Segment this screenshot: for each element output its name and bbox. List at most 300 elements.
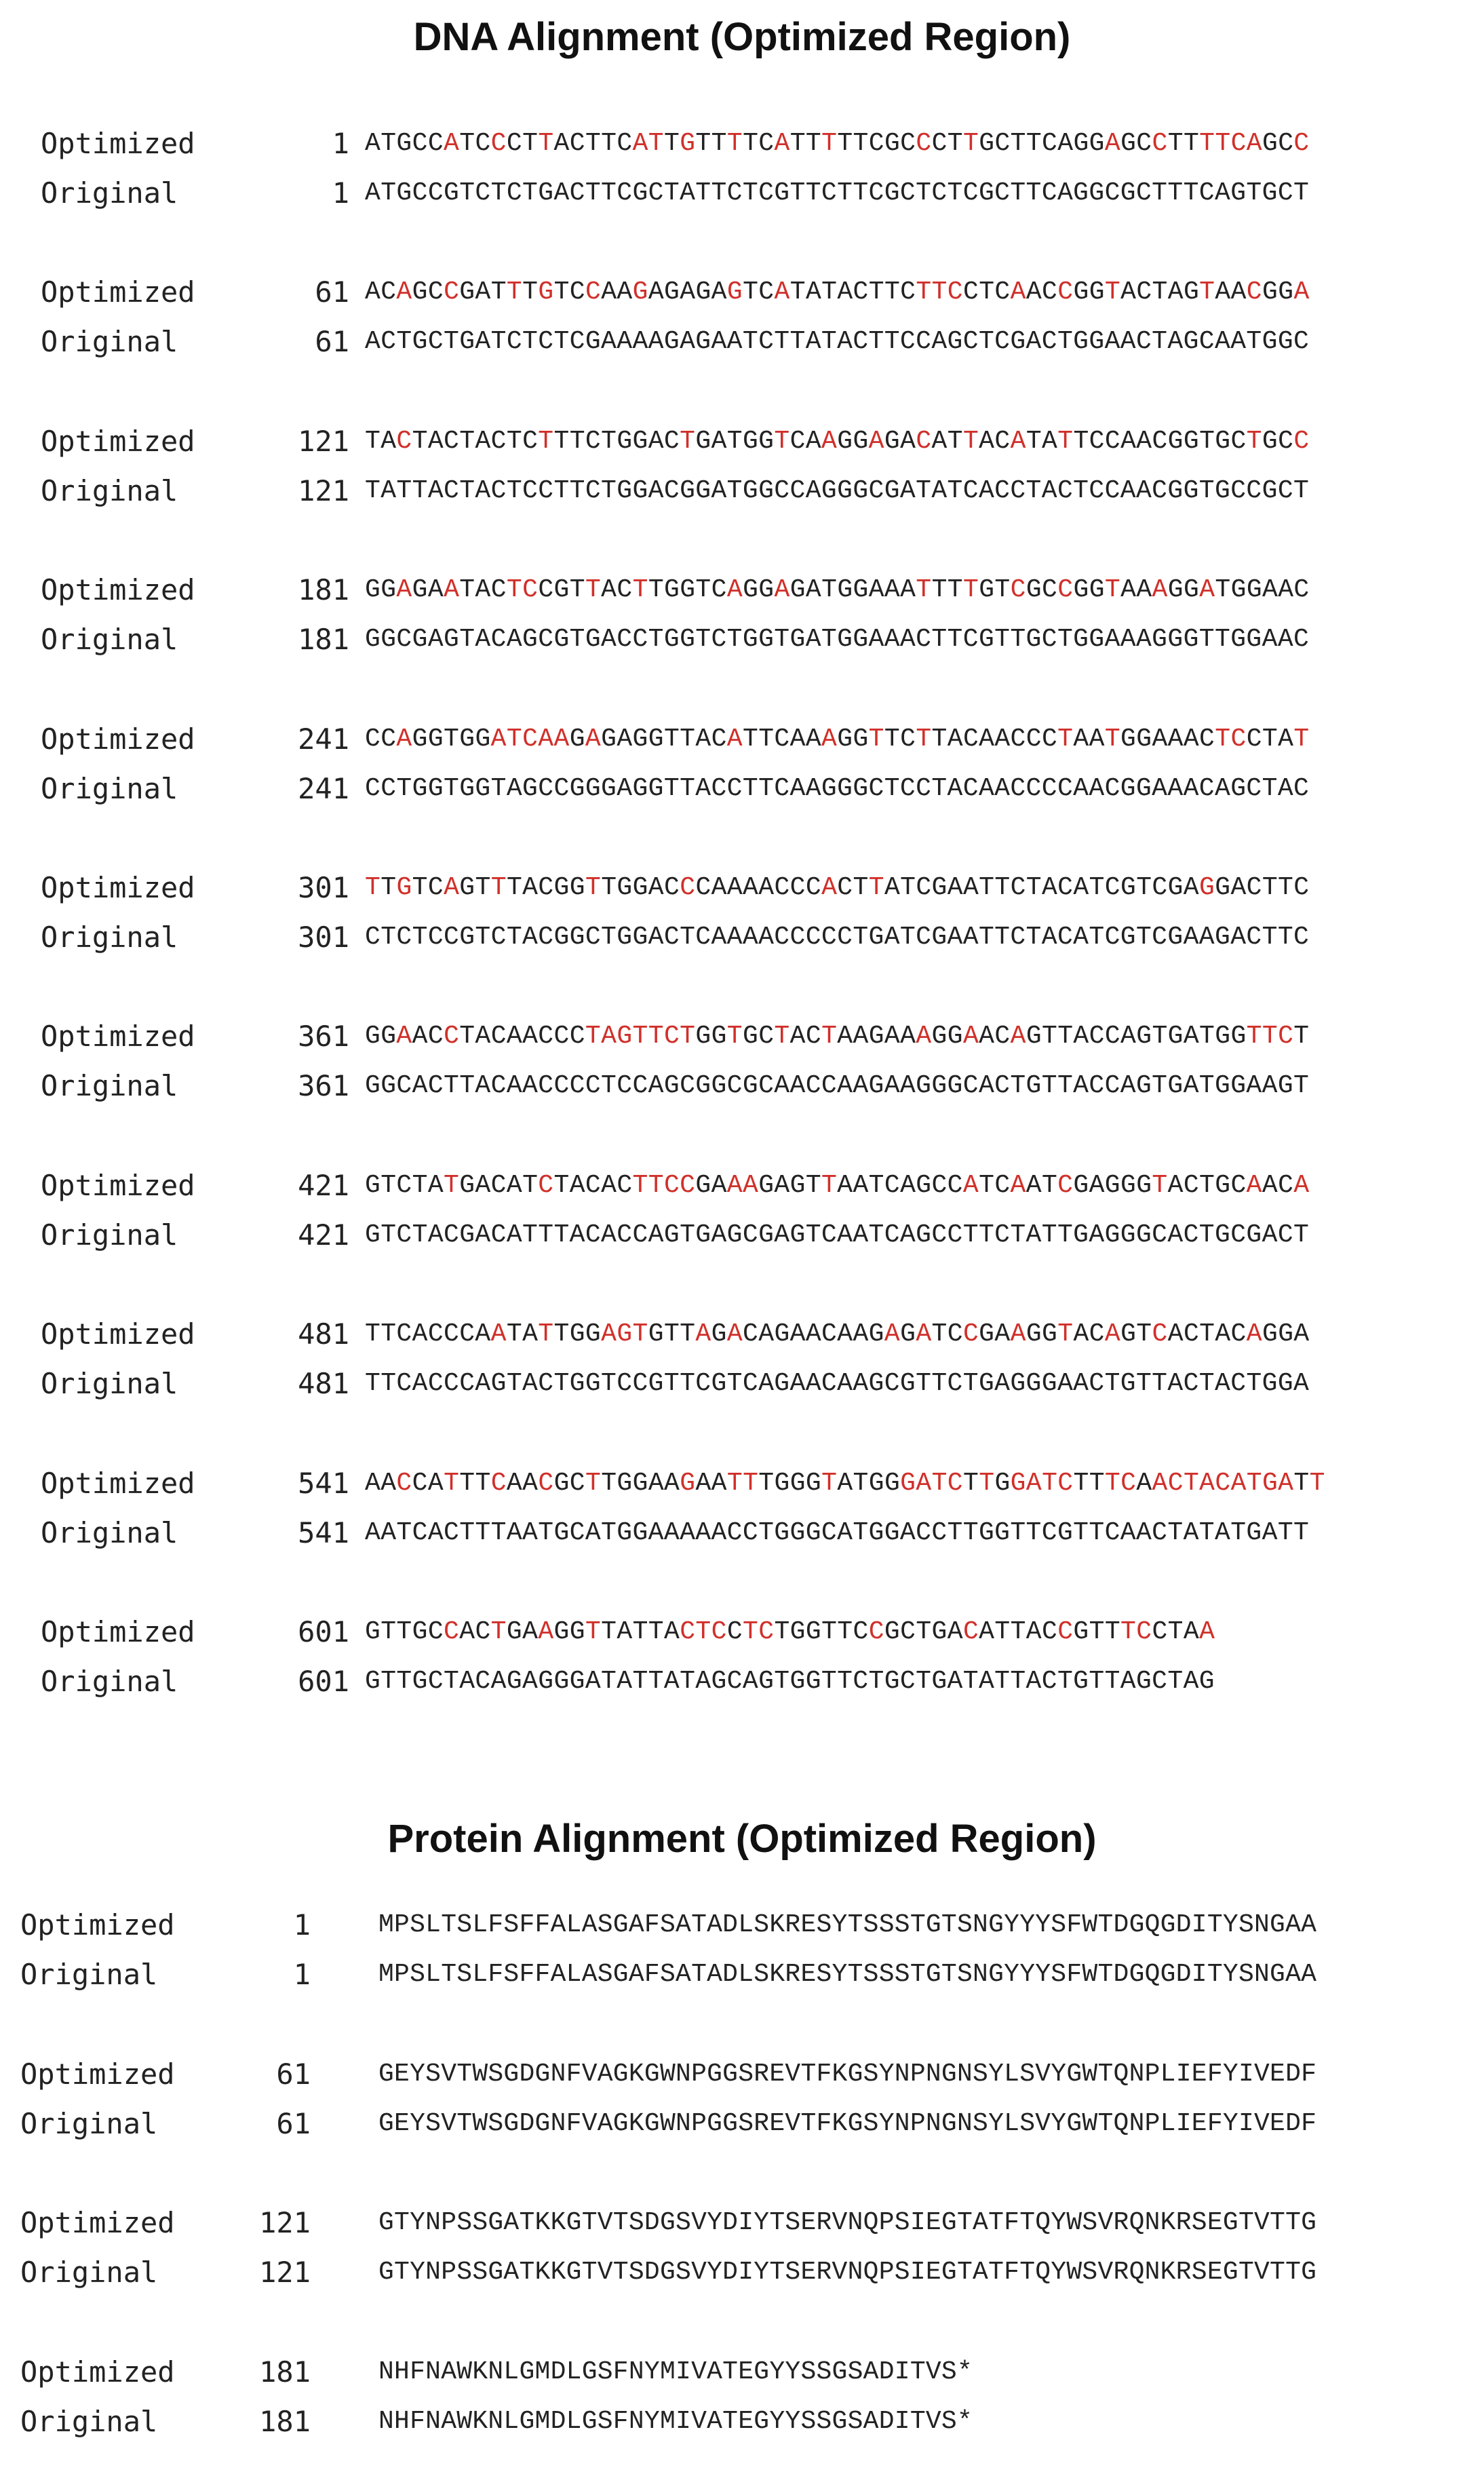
mismatch-segment: T — [1057, 426, 1074, 456]
mismatch-segment: C — [490, 129, 507, 158]
mismatch-segment: TTCC — [632, 1170, 696, 1200]
mismatch-segment: C — [868, 1617, 884, 1646]
row-position: 241 — [298, 771, 349, 805]
mismatch-segment: GATC — [1010, 1468, 1074, 1498]
row-label: Optimized — [41, 1466, 195, 1500]
match-segment: TC — [553, 277, 585, 307]
mismatch-segment: A — [396, 575, 412, 605]
row-position: 1 — [293, 1958, 311, 1991]
row-position: 241 — [298, 722, 349, 756]
match-segment: TTCACCCA — [365, 1319, 491, 1349]
row-label: Original — [41, 176, 178, 210]
match-segment: GG — [1026, 1319, 1058, 1349]
row-label: Optimized — [41, 424, 195, 458]
match-segment: TC — [743, 129, 775, 158]
match-segment: GA — [979, 1319, 1011, 1349]
row-label: Optimized — [41, 573, 195, 607]
mismatch-segment: T — [585, 575, 602, 605]
row-label: Original — [41, 1069, 178, 1103]
sequence-text — [365, 870, 1309, 906]
match-segment: T — [663, 129, 680, 158]
mismatch-segment: C — [396, 426, 412, 456]
match-segment: G — [711, 1319, 727, 1349]
mismatch-segment: T — [868, 873, 884, 902]
mismatch-segment: T — [680, 426, 696, 456]
mismatch-segment: A — [884, 1319, 901, 1349]
match-segment: ACTTC — [553, 129, 633, 158]
match-segment: TT — [695, 129, 727, 158]
match-segment: TT — [1073, 1468, 1105, 1498]
row-label: Optimized — [41, 871, 195, 904]
mismatch-segment: T — [821, 1022, 838, 1051]
match-segment: GTT — [1073, 1617, 1121, 1646]
sequence-text: TTCACCCAGTACTGGTCCGTTCGTCAGAACAAGCGTTCTGAGGGAACTGTTACTACTGGA — [365, 1369, 1310, 1399]
match-segment: TC — [459, 129, 491, 158]
mismatch-segment: T — [1104, 724, 1121, 754]
match-segment: GC — [1120, 129, 1152, 158]
mismatch-segment: T — [1246, 426, 1262, 456]
sequence-text — [365, 1019, 1310, 1054]
sequence-text — [365, 126, 1310, 161]
sequence-text: MPSLTSLFSFFALASGAFSATADLSKRESYTSSSTGTSNGYYYSFWTDGQGDITYSNGAA — [378, 1960, 1317, 1989]
mismatch-segment: T — [538, 426, 554, 456]
mismatch-segment: A — [962, 1170, 979, 1200]
match-segment: AC — [459, 1617, 491, 1646]
match-segment: ATGG — [837, 1468, 901, 1498]
row-label: Optimized — [20, 2206, 175, 2239]
row-label: Optimized — [41, 1168, 195, 1202]
mismatch-segment: A — [1010, 1170, 1026, 1200]
match-segment: GGTGG — [412, 724, 491, 754]
row-position: 601 — [298, 1615, 349, 1648]
mismatch-segment: A — [490, 1319, 507, 1349]
row-label: Optimized — [41, 275, 195, 309]
row-label: Original — [41, 771, 178, 805]
mismatch-segment: A — [726, 575, 743, 605]
mismatch-segment: ACTACATGA — [1152, 1468, 1294, 1498]
mismatch-segment: T — [821, 129, 838, 158]
mismatch-segment: A — [774, 129, 790, 158]
row-position: 121 — [259, 2206, 311, 2239]
row-label: Optimized — [41, 127, 195, 160]
row-position: 61 — [276, 2106, 311, 2140]
mismatch-segment: G — [538, 277, 554, 307]
match-segment: AC — [1026, 277, 1058, 307]
mismatch-segment: A — [962, 1022, 979, 1051]
match-segment: TACAACCC — [931, 724, 1058, 754]
match-segment: CA — [789, 426, 822, 456]
mismatch-segment: T — [585, 1468, 602, 1498]
match-segment: GGAAAC — [1120, 724, 1215, 754]
mismatch-segment: TC — [1104, 1468, 1137, 1498]
mismatch-segment: T — [726, 1022, 743, 1051]
mismatch-segment: TC — [1215, 724, 1247, 754]
match-segment: CTA — [1152, 1617, 1200, 1646]
match-segment: TC — [884, 724, 916, 754]
row-label: Original — [20, 1958, 158, 1991]
match-segment: ATCGAATTCTACATCGTCGA — [884, 873, 1200, 902]
match-segment: CAAAACCC — [695, 873, 822, 902]
mismatch-segment: A — [1293, 1170, 1310, 1200]
row-position: 61 — [276, 2057, 311, 2091]
match-segment: GA — [695, 1170, 727, 1200]
sequence-text: GTTGCTACAGAGGGATATTATAGCAGTGGTTCTGCTGATATTACTGTTAGCTAG — [365, 1667, 1215, 1696]
mismatch-segment: T — [821, 1468, 838, 1498]
match-segment: GA — [506, 1617, 539, 1646]
match-segment: AA — [365, 1468, 397, 1498]
match-segment: T — [963, 1468, 979, 1498]
mismatch-segment: C — [585, 277, 602, 307]
match-segment: ATGCC — [365, 129, 444, 158]
mismatch-segment: T — [490, 873, 507, 902]
match-segment: AC — [1262, 1170, 1294, 1200]
match-segment: GA — [884, 426, 916, 456]
match-segment: TAC — [459, 575, 507, 605]
mismatch-segment: T — [1057, 1319, 1074, 1349]
match-segment: GC — [553, 1468, 585, 1498]
match-segment: GTT — [648, 1319, 696, 1349]
mismatch-segment: C — [1293, 426, 1310, 456]
mismatch-segment: A — [444, 575, 460, 605]
match-segment: TGGAAC — [1215, 575, 1310, 605]
match-segment: TA — [365, 426, 397, 456]
match-segment: GAGT — [758, 1170, 822, 1200]
row-label: Original — [41, 325, 178, 359]
match-segment: CAGAACAAG — [743, 1319, 884, 1349]
mismatch-segment: A — [396, 1022, 412, 1051]
row-label: Original — [41, 623, 178, 657]
mismatch-segment: A — [1199, 1617, 1215, 1646]
match-segment: GT — [459, 873, 491, 902]
match-segment: GC — [1026, 575, 1058, 605]
mismatch-segment: AA — [726, 1170, 759, 1200]
match-segment: TACAC — [553, 1170, 633, 1200]
mismatch-segment: A — [1199, 575, 1215, 605]
mismatch-segment: C — [1293, 129, 1310, 158]
match-segment: AATCAGCC — [837, 1170, 963, 1200]
mismatch-segment: G — [1199, 873, 1215, 902]
match-segment: TC — [931, 1319, 963, 1349]
sequence-text: TATTACTACTCCTTCTGGACGGATGGCCAGGGCGATATCACCTACTCCAACGGTGCCGCT — [365, 476, 1310, 505]
row-position: 121 — [298, 424, 349, 458]
match-segment: GAGGG — [1073, 1170, 1152, 1200]
match-segment: G — [994, 1468, 1011, 1498]
mismatch-segment: T — [632, 575, 648, 605]
mismatch-segment: C — [1057, 1170, 1074, 1200]
match-segment: T — [380, 873, 397, 902]
mismatch-segment: T — [916, 724, 932, 754]
match-segment: GG — [931, 1022, 963, 1051]
match-segment: GATGG — [695, 426, 775, 456]
sequence-text — [365, 275, 1310, 310]
row-label: Optimized — [41, 1615, 195, 1648]
row-label: Original — [20, 2106, 158, 2140]
mismatch-segment: TTCA — [1199, 129, 1262, 158]
sequence-text — [365, 1168, 1310, 1203]
mismatch-segment: T — [726, 129, 743, 158]
mismatch-segment: A — [774, 277, 790, 307]
match-segment: GG — [837, 426, 869, 456]
mismatch-segment: G — [726, 277, 743, 307]
match-segment: CGT — [538, 575, 585, 605]
row-position: 301 — [298, 871, 349, 904]
mismatch-segment: G — [680, 1468, 696, 1498]
match-segment: AA — [1073, 724, 1105, 754]
mismatch-segment: A — [1246, 1319, 1262, 1349]
match-segment: AA — [1120, 575, 1152, 605]
match-segment: GACAT — [459, 1170, 539, 1200]
match-segment: GG — [365, 1022, 397, 1051]
mismatch-segment: A — [916, 1319, 932, 1349]
match-segment: AT — [931, 426, 963, 456]
mismatch-segment: C — [916, 129, 932, 158]
match-segment: TC — [412, 873, 444, 902]
mismatch-segment: CTC — [680, 1617, 727, 1646]
match-segment: GG — [1073, 277, 1105, 307]
mismatch-segment: A — [538, 1617, 554, 1646]
mismatch-segment: A — [1010, 1319, 1026, 1349]
sequence-text: CCTGGTGGTAGCCGGGAGGTTACCTTCAAGGGCTCCTACAACCCCAACGGAAACAGCTAC — [365, 773, 1310, 803]
mismatch-segment: C — [1057, 277, 1074, 307]
row-position: 301 — [298, 921, 349, 954]
mismatch-segment: A — [821, 426, 838, 456]
mismatch-segment: A — [444, 129, 460, 158]
row-position: 121 — [298, 474, 349, 507]
sequence-text: ACTGCTGATCTCTCGAAAAGAGAATCTTATACTTCCAGCTCGACTGGAACTAGCAATGGC — [365, 327, 1310, 357]
row-label: Optimized — [41, 722, 195, 756]
match-segment: GT — [1120, 1319, 1152, 1349]
mismatch-segment: T — [1309, 1468, 1325, 1498]
match-segment: GTTGC — [365, 1617, 444, 1646]
row-position: 1 — [293, 1908, 311, 1942]
match-segment: AC — [365, 277, 397, 307]
match-segment: GC — [1262, 129, 1294, 158]
mismatch-segment: TC — [1120, 1617, 1152, 1646]
sequence-text — [365, 1615, 1215, 1650]
mismatch-segment: T — [1104, 277, 1121, 307]
mismatch-segment: T — [444, 1170, 460, 1200]
mismatch-segment: TAGTTCT — [585, 1022, 696, 1051]
mismatch-segment: A — [821, 873, 838, 902]
mismatch-segment: A — [726, 1319, 743, 1349]
match-segment: CT — [837, 873, 869, 902]
mismatch-segment: C — [1057, 575, 1074, 605]
match-segment: GA — [412, 575, 444, 605]
match-segment: GT — [979, 575, 1011, 605]
match-segment: AGAGA — [648, 277, 727, 307]
match-segment: T — [522, 277, 539, 307]
match-segment: GC — [743, 1022, 775, 1051]
row-position: 481 — [298, 1317, 349, 1351]
mismatch-segment: A — [1293, 277, 1310, 307]
sequence-text: AATCACTTTAATGCATGGAAAAACCTGGGCATGGACCTTGGTTCGTTCAACTATATGATT — [365, 1518, 1310, 1547]
row-position: 481 — [298, 1367, 349, 1401]
mismatch-segment: GATC — [900, 1468, 963, 1498]
sequence-text: MPSLTSLFSFFALASGAFSATADLSKRESYTSSSTGTSNGYYYSFWTDGQGDITYSNGAA — [378, 1910, 1317, 1939]
mismatch-segment: G — [396, 873, 412, 902]
mismatch-segment: T — [585, 1617, 602, 1646]
row-label: Original — [41, 1218, 178, 1252]
match-segment: GG — [365, 575, 397, 605]
sequence-text: ATGCCGTCTCTGACTTCGCTATTCTCGTTCTTCGCTCTCGCTTCAGGCGCTTTCAGTGCT — [365, 178, 1310, 208]
match-segment: CT — [931, 129, 964, 158]
row-position: 121 — [259, 2256, 311, 2289]
mismatch-segment: C — [444, 277, 460, 307]
row-position: 1 — [332, 176, 349, 210]
match-segment: AAGAA — [837, 1022, 916, 1051]
mismatch-segment: C — [444, 1617, 460, 1646]
sequence-text: NHFNAWKNLGMDLGSFNYMIVATEGYYSSGSADITVS* — [378, 2406, 973, 2436]
match-segment: G — [900, 1319, 916, 1349]
match-segment: TGGG — [758, 1468, 822, 1498]
row-label: Original — [41, 1515, 178, 1549]
match-segment: TGG — [553, 1319, 602, 1349]
mismatch-segment: C — [1010, 575, 1026, 605]
sequence-text: GTYNPSSGATKKGTVTSDGSVYDIYTSERVNQPSIEGTATFTQYWSVRQNKRSEGTVTTG — [378, 2258, 1317, 2287]
sequence-text: GTYNPSSGATKKGTVTSDGSVYDIYTSERVNQPSIEGTATFTQYWSVRQNKRSEGTVTTG — [378, 2208, 1317, 2237]
mismatch-segment: A — [396, 724, 412, 754]
sequence-text: GEYSVTWSGDGNFVAGKGWNPGGSREVTFKGSYNPNGNSYLSVYGWTQNPLIEFYIVEDF — [378, 2108, 1317, 2138]
match-segment: GATGGAAA — [789, 575, 916, 605]
match-segment: GG — [1167, 575, 1200, 605]
mismatch-segment: T — [963, 129, 979, 158]
match-segment: TACAACCC — [459, 1022, 585, 1051]
match-segment: CC — [365, 724, 397, 754]
match-segment: TACTACTC — [412, 426, 539, 456]
mismatch-segment: AT — [632, 129, 664, 158]
mismatch-segment: A — [821, 724, 838, 754]
sequence-text — [365, 1466, 1325, 1501]
row-label: Original — [41, 921, 178, 954]
mismatch-segment: T — [444, 1468, 460, 1498]
mismatch-segment: A — [1010, 277, 1026, 307]
mismatch-segment: C — [916, 426, 932, 456]
mismatch-segment: A — [1010, 1022, 1026, 1051]
match-segment: GG — [1073, 575, 1105, 605]
sequence-text: GTCTACGACATTTACACCAGTGAGCGAGTCAATCAGCCTTCTATTGAGGGCACTGCGACT — [365, 1220, 1310, 1250]
match-segment: GTCTA — [365, 1170, 444, 1200]
mismatch-segment: C — [396, 1468, 412, 1498]
sequence-text: GEYSVTWSGDGNFVAGKGWNPGGSREVTFKGSYNPNGNSYLSVYGWTQNPLIEFYIVEDF — [378, 2059, 1317, 2089]
match-segment: GC — [1262, 426, 1294, 456]
match-segment: CTC — [963, 277, 1011, 307]
mismatch-segment: C — [1246, 277, 1263, 307]
match-segment: A — [1136, 1468, 1152, 1498]
row-position: 361 — [298, 1069, 349, 1103]
match-segment: AA — [601, 277, 633, 307]
mismatch-segment: T — [538, 129, 554, 158]
row-label: Optimized — [20, 2057, 175, 2091]
row-position: 181 — [259, 2355, 311, 2389]
mismatch-segment: C — [680, 873, 696, 902]
mismatch-segment: TT — [726, 1468, 759, 1498]
match-segment: AA — [506, 1468, 539, 1498]
match-segment: TA — [506, 1319, 539, 1349]
row-label: Optimized — [20, 2355, 175, 2389]
mismatch-segment: ATCAA — [490, 724, 570, 754]
mismatch-segment: C — [490, 1468, 507, 1498]
match-segment: AT — [1026, 1170, 1058, 1200]
row-label: Optimized — [41, 1020, 195, 1054]
row-position: 61 — [315, 275, 349, 309]
sequence-text — [365, 573, 1310, 608]
mismatch-segment: A — [1152, 575, 1168, 605]
match-segment: TC — [979, 1170, 1011, 1200]
mismatch-segment: T — [1057, 724, 1074, 754]
mismatch-segment: AGT — [601, 1319, 648, 1349]
row-label: Original — [41, 1367, 178, 1401]
match-segment: TGGAC — [601, 873, 680, 902]
row-position: 421 — [298, 1218, 349, 1252]
mismatch-segment: G — [632, 277, 648, 307]
match-segment: TT — [1167, 129, 1200, 158]
row-label: Optimized — [20, 1908, 175, 1942]
row-position: 181 — [298, 573, 349, 607]
mismatch-segment: A — [1104, 129, 1121, 158]
row-label: Original — [41, 474, 178, 507]
mismatch-segment: A — [868, 426, 884, 456]
mismatch-segment: TC — [506, 575, 539, 605]
match-segment: TGGTC — [648, 575, 727, 605]
mismatch-segment: T — [585, 873, 602, 902]
mismatch-segment: C — [962, 1319, 979, 1349]
mismatch-segment: A — [726, 724, 743, 754]
mismatch-segment: T — [1293, 724, 1310, 754]
mismatch-segment: A — [1246, 1170, 1262, 1200]
match-segment: GACTTC — [1215, 873, 1310, 902]
sequence-text: GGCGAGTACAGCGTGACCTGGTCTGGTGATGGAAACTTCGTTGCTGGAAAGGGTTGGAAC — [365, 625, 1310, 655]
match-segment: GC — [412, 277, 444, 307]
mismatch-segment: T — [490, 1617, 507, 1646]
sequence-text: GGCACTTACAACCCCTCCAGCGGCGCAACCAAGAAGGGCACTGTTACCAGTGATGGAAGT — [365, 1071, 1310, 1101]
sequence-text: NHFNAWKNLGMDLGSFNYMIVATEGYYSSGSADITVS* — [378, 2357, 973, 2387]
match-segment: TATACTTC — [789, 277, 916, 307]
dna-alignment-title: DNA Alignment (Optimized Region) — [413, 15, 1071, 59]
row-label: Original — [41, 1665, 178, 1698]
mismatch-segment: G — [680, 129, 696, 158]
mismatch-segment: TC — [743, 1617, 775, 1646]
match-segment: GAT — [459, 277, 507, 307]
mismatch-segment: C — [1152, 1319, 1168, 1349]
match-segment: CT — [506, 129, 539, 158]
match-segment: TTCGC — [837, 129, 916, 158]
match-segment: TT — [459, 1468, 491, 1498]
match-segment: TCCAACGGTGC — [1073, 426, 1247, 456]
match-segment: TT — [789, 129, 822, 158]
mismatch-segment: T — [365, 873, 381, 902]
row-label: Optimized — [41, 1317, 195, 1351]
mismatch-segment: T — [821, 1170, 838, 1200]
match-segment: GG — [837, 724, 869, 754]
match-segment: ACTAC — [1167, 1319, 1247, 1349]
match-segment: AA — [695, 1468, 727, 1498]
row-position: 601 — [298, 1665, 349, 1698]
match-segment: CTA — [1246, 724, 1294, 754]
row-position: 181 — [298, 623, 349, 657]
match-segment: TTCTGGAC — [553, 426, 680, 456]
mismatch-segment: C — [1152, 129, 1168, 158]
mismatch-segment: C — [962, 1617, 979, 1646]
match-segment: TTCAA — [743, 724, 822, 754]
match-segment: ACTGC — [1167, 1170, 1247, 1200]
mismatch-segment: C — [1057, 1617, 1074, 1646]
match-segment: GG — [1262, 277, 1294, 307]
sequence-text — [365, 722, 1310, 757]
mismatch-segment: C — [538, 1468, 554, 1498]
match-segment: ACTAG — [1120, 277, 1200, 307]
match-segment: ATTAC — [979, 1617, 1058, 1646]
mismatch-segment: A — [695, 1319, 711, 1349]
